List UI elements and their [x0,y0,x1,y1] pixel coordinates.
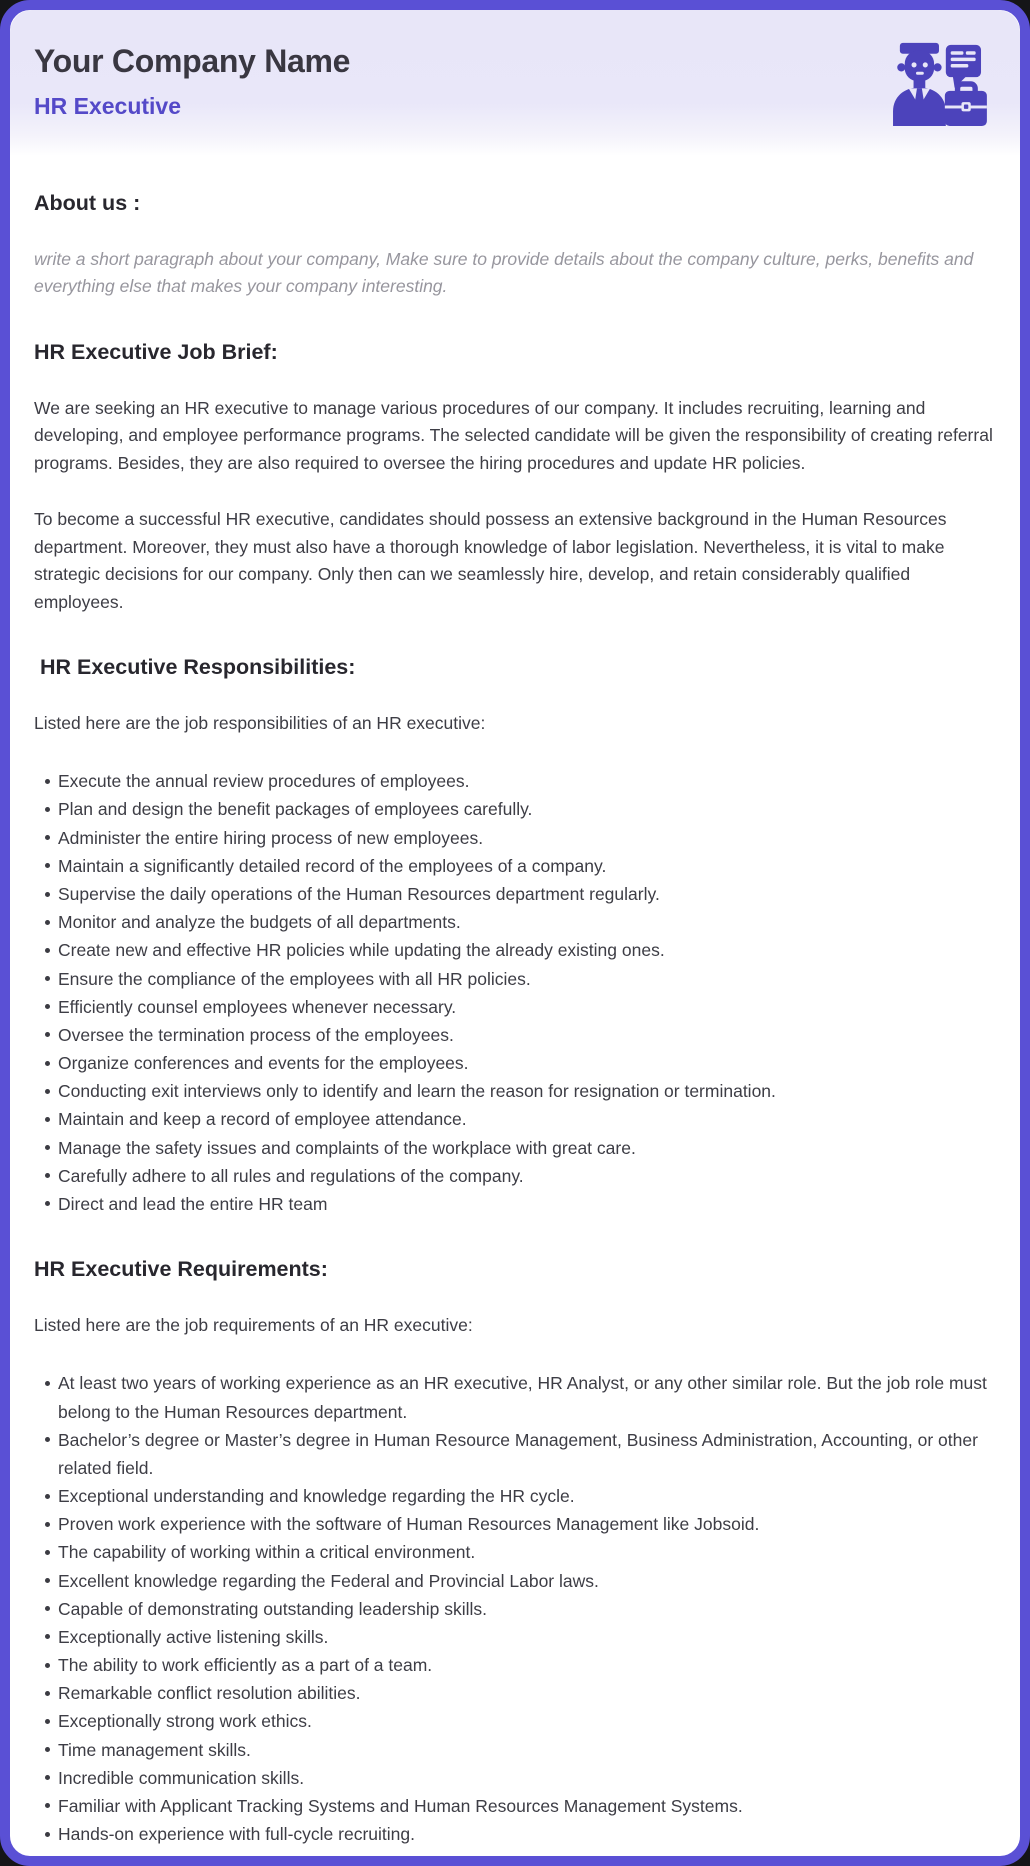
job-brief-paragraphs [34,395,1000,616]
requirement-item: Capable of demonstrating outstanding leadership skills. [58,1595,1000,1623]
document-body [10,190,1020,1866]
requirement-item: Exceptional understanding and knowledge regarding the HR cycle. [58,1482,1000,1510]
about-placeholder-text: write a short paragraph about your company, Make sure to provide details about the company culture, perks, benefits and everything else that makes your company interesting. [34,248,974,297]
about-section [34,190,1000,301]
requirement-item: Excellent knowledge regarding the Federal and Provincial Labor laws. [58,1567,1000,1595]
responsibility-item: Supervise the daily operations of the Human Resources department regularly. [58,880,1000,908]
requirement-item: Bachelor’s degree or Master’s degree in Human Resource Management, Business Administration, Accounting, or other related field. [58,1426,1000,1482]
job-brief-paragraph: We are seeking an HR executive to manage various procedures of our company. It includes recruiting, learning and developing, and employee performance programs. The selected candidate will be given the responsibility of creating referral programs. Besides, they are also required to oversee the hiring procedures and update HR policies. [34,397,993,473]
responsibility-item: Manage the safety issues and complaints of the workplace with great care. [58,1134,1000,1162]
job-brief-heading: HR Executive Job Brief: [34,339,278,364]
requirement-item: The ability to work efficiently as a part of a team. [58,1651,1000,1679]
responsibilities-intro: Listed here are the job responsibilities of an HR executive: [34,712,486,733]
requirements-heading: HR Executive Requirements: [34,1257,328,1282]
requirement-item: Remarkable conflict resolution abilities. [58,1679,1000,1707]
job-title: HR Executive [34,93,182,120]
company-name: Your Company Name [34,43,351,79]
requirements-list [34,1369,1000,1848]
responsibility-item: Administer the entire hiring process of new employees. [58,824,1000,852]
responsibility-item: Plan and design the benefit packages of employees carefully. [58,795,1000,823]
job-brief-paragraph: To become a successful HR executive, candidates should possess an extensive background in the Human Resources department. Moreover, they must also have a thorough knowledge of labor legislation. Nevertheless, it is vital to make strategic decisions for our company. Only then can we seamlessly hire, develop, and retain considerably qualified employees. [34,509,947,612]
requirement-item: Exceptionally strong work ethics. [58,1707,1000,1735]
responsibility-item: Conducting exit interviews only to identify and learn the reason for resignation or termination. [58,1077,1000,1105]
responsibility-item: Monitor and analyze the budgets of all departments. [58,908,1000,936]
responsibility-item: Execute the annual review procedures of employees. [58,767,1000,795]
requirement-item: Familiar with Applicant Tracking Systems and Human Resources Management Systems. [58,1792,1000,1820]
responsibility-item: Organize conferences and events for the employees. [58,1049,1000,1077]
requirement-item: Proven work experience with the software of Human Resources Management like Jobsoid. [58,1510,1000,1538]
hr-executive-icon [884,40,992,133]
responsibility-item: Create new and effective HR policies while updating the already existing ones. [58,936,1000,964]
requirement-item: Exceptionally active listening skills. [58,1623,1000,1651]
job-brief-section [34,339,1000,616]
responsibilities-list [34,767,1000,1218]
responsibility-item: Direct and lead the entire HR team [58,1190,1000,1218]
requirement-item: Time management skills. [58,1736,1000,1764]
responsibility-item: Maintain a significantly detailed record of the employees of a company. [58,852,1000,880]
header [10,10,1020,156]
requirement-item: At least two years of working experience as an HR executive, HR Analyst, or any other similar role. But the job role must belong to the Human Resources department. [58,1369,1000,1425]
responsibility-item: Carefully adhere to all rules and regulations of the company. [58,1162,1000,1190]
responsibilities-heading: HR Executive Responsibilities: [34,654,356,679]
header-titles [34,44,350,119]
requirements-section [34,1256,1000,1848]
requirement-item: The capability of working within a critical environment. [58,1538,1000,1566]
requirement-item: Hands-on experience with full-cycle recruiting. [58,1820,1000,1848]
responsibility-item: Efficiently counsel employees whenever necessary. [58,993,1000,1021]
requirement-item: Incredible communication skills. [58,1764,1000,1792]
about-heading: About us : [34,191,141,215]
responsibilities-section [34,654,1000,1218]
responsibility-item: Oversee the termination process of the employees. [58,1021,1000,1049]
responsibility-item: Ensure the compliance of the employees with all HR policies. [58,965,1000,993]
requirements-intro: Listed here are the job requirements of an HR executive: [34,1314,473,1335]
responsibility-item: Maintain and keep a record of employee attendance. [58,1105,1000,1133]
